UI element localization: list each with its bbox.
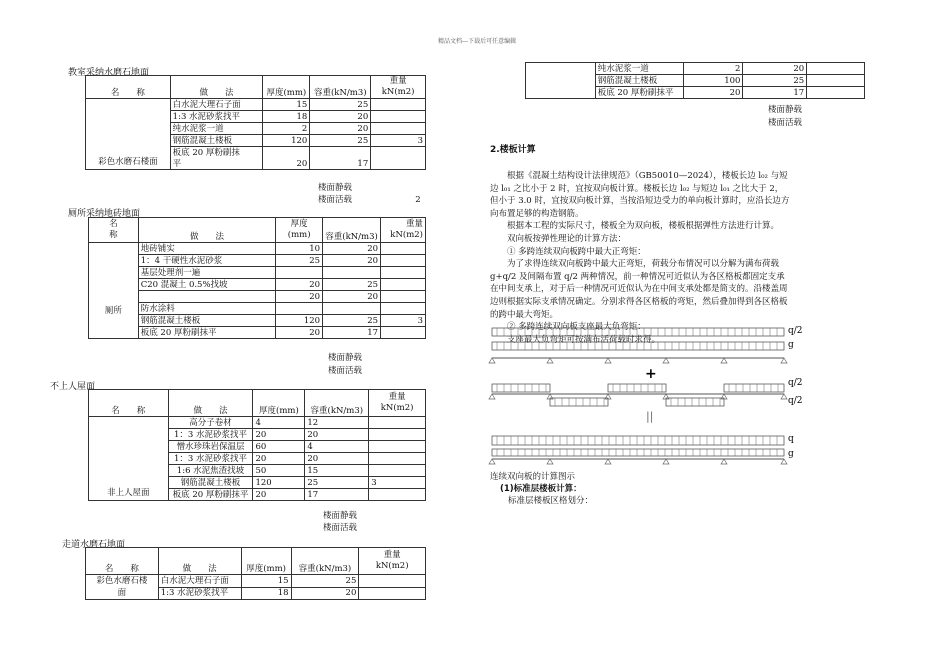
table2-cell [323,303,381,315]
table1-header-weight: 重量 kN(m2) [371,76,426,99]
table1-cell: 20 [310,123,371,135]
table3-cell [369,417,426,429]
page-header: 精品文档---下载后可任意编辑 [438,38,517,45]
table2-cell: C20 混凝土 0.5%找坡 [138,279,276,291]
paragraph: 根据《混凝土结构设计法律规范》（GB50010—2024），楼板长边 l₀₂ 与短边 l₀₁ 之比小于 2 时，宜按双向板计算。楼板长边 l₀₂ 与短边 l₀₁ 之比大于 2，但小于 3.0 时，宜按双向板计算，当按沿短边受力的单向板计算时，应沿长边方向布置足够的构造钢筋。 [490,171,790,219]
table1-cell: 120 [263,135,310,147]
table2 [88,217,426,339]
table3-cell: 15 [305,465,369,477]
table5-cell: 17 [743,87,807,99]
support-mark [663,358,669,363]
load-q-full [492,436,784,445]
table4-header-weight: 重量 kN(m2) [359,548,426,575]
load-q-half-down [550,398,608,406]
table1-static-load: 楼面静载 [317,183,352,193]
table2-cell: 20 [323,243,381,255]
table4-cell: 25 [291,575,359,588]
table1-cell: 20 [263,147,310,170]
table2-header-weight: 重量 kN(m2) [381,218,426,243]
support-mark [781,459,787,464]
table5-cell: 20 [743,63,807,75]
table2-cell: 17 [323,327,381,339]
table3-cell: 高分子卷材 [168,417,253,429]
table2-cell [381,279,426,291]
table2-cell: 防水涂料 [138,303,276,315]
table4-header-name: 名 称 [86,548,159,575]
table2-cell: 20 [276,327,323,339]
table5-cell: 25 [743,75,807,87]
table5-cell: 板底 20 厚粉刷抹平 [595,87,683,99]
table3-cell: 60 [253,441,305,453]
table5-live-load: 楼面活载 [767,118,802,128]
table1-cell: 18 [263,111,310,123]
table2-cell: 基层处理剂一遍 [138,267,276,279]
table1-live-load: 楼面活载 [317,195,352,205]
table1-cell: 25 [310,135,371,147]
table1-cell: 2 [263,123,310,135]
support-mark [605,459,611,464]
table2-cell: 20 [276,291,323,303]
table4-cell: 1:3 水泥砂浆找平 [158,587,241,600]
table2-cell [323,267,381,279]
table2-cell: 120 [276,315,323,327]
table2-header-method: 做 法 [138,218,276,243]
table4-title: 走道水磨石地面 [62,540,126,550]
table2-cell [381,327,426,339]
table1-header-method: 做 法 [170,76,263,99]
table3-cell: 20 [305,453,369,465]
load-q-half-up [492,384,550,392]
table1-cell: 17 [310,147,371,170]
table3 [88,389,426,501]
table2-title: 厕所采纳地砖地面 [68,209,141,219]
table3-static-load: 楼面静载 [322,511,357,521]
table3-cell [369,429,426,441]
table3-live-load: 楼面活载 [322,523,357,533]
table3-cell [369,453,426,465]
table2-cell [381,267,426,279]
table1-cell: 纯水泥浆一道 [170,123,263,135]
table4-row-name: 彩色水磨石楼 面 [86,575,159,600]
table4 [85,547,426,600]
table1-cell: 3 [371,135,426,147]
table3-cell: 憎水珍珠岩保温层 [168,441,253,453]
table3-cell: 1：3 水泥砂浆找平 [168,429,253,441]
table5-cell: 20 [683,87,743,99]
table3-cell: 3 [369,477,426,489]
table1-header-density: 容重(kN/m3) [310,76,371,99]
table5-cell: 2 [683,63,743,75]
table2-cell: 钢筋混凝土楼板 [138,315,276,327]
table3-cell: 20 [305,429,369,441]
table2-cell [276,267,323,279]
table2-cell: 25 [276,255,323,267]
paragraph: 为了求得连续双向板跨中最大正弯矩，荷载分布情况可以分解为满布荷载 g+q/2 及间隔布置 q/2 两种情况，前一种情况可近似认为各区格板都固定支承在中间支承上，对于后一种情况可近似认为在中间支承处都是简支的。沿楼盖周边则根据实际支承情况确定。分别求得各区格板的弯矩，然后叠加得到各区格板的跨中最大弯矩。 [490,259,788,320]
table3-cell: 20 [253,489,305,501]
label-q-half: q/2 [788,326,803,336]
subsection-text: 标准层楼板区格划分： [508,496,594,506]
paragraph: 支座最大负弯矩可按满布活荷载时求得。 [490,334,661,345]
label-g-2: g [788,449,794,459]
table1-cell: 1:3 水泥砂浆找平 [170,111,263,123]
table1-cell: 白水泥大理石子面 [170,99,263,111]
table3-cell: 120 [253,477,305,489]
table5-cell: 纯水泥浆一道 [595,63,683,75]
table2-cell [381,303,426,315]
table2-header-thick: 厚度 (mm) [276,218,323,243]
table5-cell-empty [807,87,865,99]
table5 [525,62,865,99]
section-title: 2.楼板计算 [490,145,536,155]
table4-cell: 白水泥大理石子面 [158,575,241,588]
table5-cell-empty [807,75,865,87]
table3-row-name: 非上人屋面 [89,417,169,501]
table2-cell: 1：4 干硬性水泥砂浆 [138,255,276,267]
table4-header-density: 容重(kN/m3) [291,548,359,575]
support-mark [721,358,727,363]
equals-sign: || [646,410,654,423]
table4-cell [359,587,426,600]
table5-cell-empty [807,63,865,75]
table3-cell: 钢筋混凝土楼板 [168,477,253,489]
table2-live-load: 楼面活载 [327,366,362,376]
table3-cell [369,441,426,453]
load-q-half-up [724,384,784,392]
table1-cell [371,123,426,135]
load-diagram-marks [489,328,787,464]
table3-cell: 板底 20 厚粉刷抹平 [168,489,253,501]
table3-cell: 20 [253,453,305,465]
table2-cell: 10 [276,243,323,255]
load-g-full [492,342,784,350]
table4-cell: 20 [291,587,359,600]
table4-cell: 18 [241,587,291,600]
support-mark [489,358,495,363]
paragraph: ② 多跨连续双向板支座最大负弯矩： [490,322,646,333]
support-mark [605,358,611,363]
table2-cell [381,243,426,255]
table2-row-name: 厕所 [89,243,139,339]
table3-title: 不上人屋面 [50,382,96,392]
table5-name-cell [526,63,596,99]
table1-title: 教室采纳水磨石地面 [68,68,150,78]
table2-cell: 20 [323,291,381,303]
support-mark [489,459,495,464]
table1-cell: 平 [170,158,263,170]
table1-cell: 钢筋混凝土楼板 [170,135,263,147]
table3-cell: 20 [253,429,305,441]
table2-cell: 3 [381,315,426,327]
table1-row-name: 彩色水磨石楼面 [86,99,171,170]
table1-live-load-value: 2 [415,195,421,205]
table1 [85,75,426,170]
load-diagram [488,318,818,466]
table3-cell: 1：3 水泥砂浆找平 [168,453,253,465]
diagram-caption: 连续双向板的计算图示 [490,472,576,482]
table4-cell: 15 [241,575,291,588]
support-mark [721,459,727,464]
table5-cell: 钢筋混凝土楼板 [595,75,683,87]
table2-static-load: 楼面静载 [327,353,362,363]
subsection-title: (1)标准层楼板计算： [500,484,582,494]
table3-cell: 1:6 水泥焦渣找坡 [168,465,253,477]
table1-cell [371,111,426,123]
table2-cell [276,303,323,315]
table1-cell: 板底 20 厚粉刷抹 [170,147,263,159]
table1-header-name: 名 称 [86,76,171,99]
table3-header-method: 做 法 [168,390,253,417]
table4-header-thick: 厚度(mm) [241,548,291,575]
table4-cell [359,575,426,588]
table2-cell: 20 [323,255,381,267]
table1-cell: 25 [310,99,371,111]
load-q-half-up [608,384,666,392]
table1-header-thick: 厚度(mm) [263,76,310,99]
support-mark [547,459,553,464]
table1-cell [371,99,426,111]
table1-cell: 20 [310,111,371,123]
label-q: q [788,434,794,444]
support-mark [547,358,553,363]
support-mark [781,394,787,399]
table5-static-load: 楼面静载 [767,105,802,115]
label-q-half-up: q/2 [788,378,803,388]
table3-cell: 12 [305,417,369,429]
table3-header-weight: 重量 kN(m2) [369,390,426,417]
table2-cell: 板底 20 厚粉刷抹平 [138,327,276,339]
load-g-full-2 [492,449,784,456]
support-mark [663,459,669,464]
table2-header-density: 容重(kN/m3) [323,218,381,243]
table2-header-name: 名 称 [89,218,139,243]
support-mark [489,394,495,399]
table2-cell: 地砖铺实 [138,243,276,255]
table3-header-density: 容重(kN/m3) [305,390,369,417]
label-q-half-down: q/2 [788,396,803,406]
table3-header-name: 名 称 [89,390,169,417]
load-q-half-down [666,398,724,406]
table4-header-method: 做 法 [158,548,241,575]
table3-cell: 4 [253,417,305,429]
table1-cell [371,147,426,170]
support-mark [781,358,787,363]
paragraph: ① 多跨连续双向板跨中最大正弯矩： [490,246,646,257]
table3-header-thick: 厚度(mm) [253,390,305,417]
table3-cell: 25 [305,477,369,489]
table3-cell: 17 [305,489,369,501]
table2-cell [381,291,426,303]
label-g: g [788,340,794,350]
table1-cell: 15 [263,99,310,111]
table3-cell [369,465,426,477]
table3-cell: 50 [253,465,305,477]
paragraph: 根据本工程的实际尺寸，楼板全为双向板，楼板根据弹性方法进行计算。 [490,221,780,232]
table2-cell: 25 [323,315,381,327]
table2-cell: 25 [323,279,381,291]
table3-cell: 4 [305,441,369,453]
table2-cell: 20 [276,279,323,291]
paragraph: 双向板按弹性理论的计算方法： [490,233,627,244]
load-q-half-full [492,328,784,336]
plus-sign: + [645,366,657,382]
table5-cell: 100 [683,75,743,87]
table2-cell [138,291,276,303]
table3-cell [369,489,426,501]
table2-cell [381,255,426,267]
